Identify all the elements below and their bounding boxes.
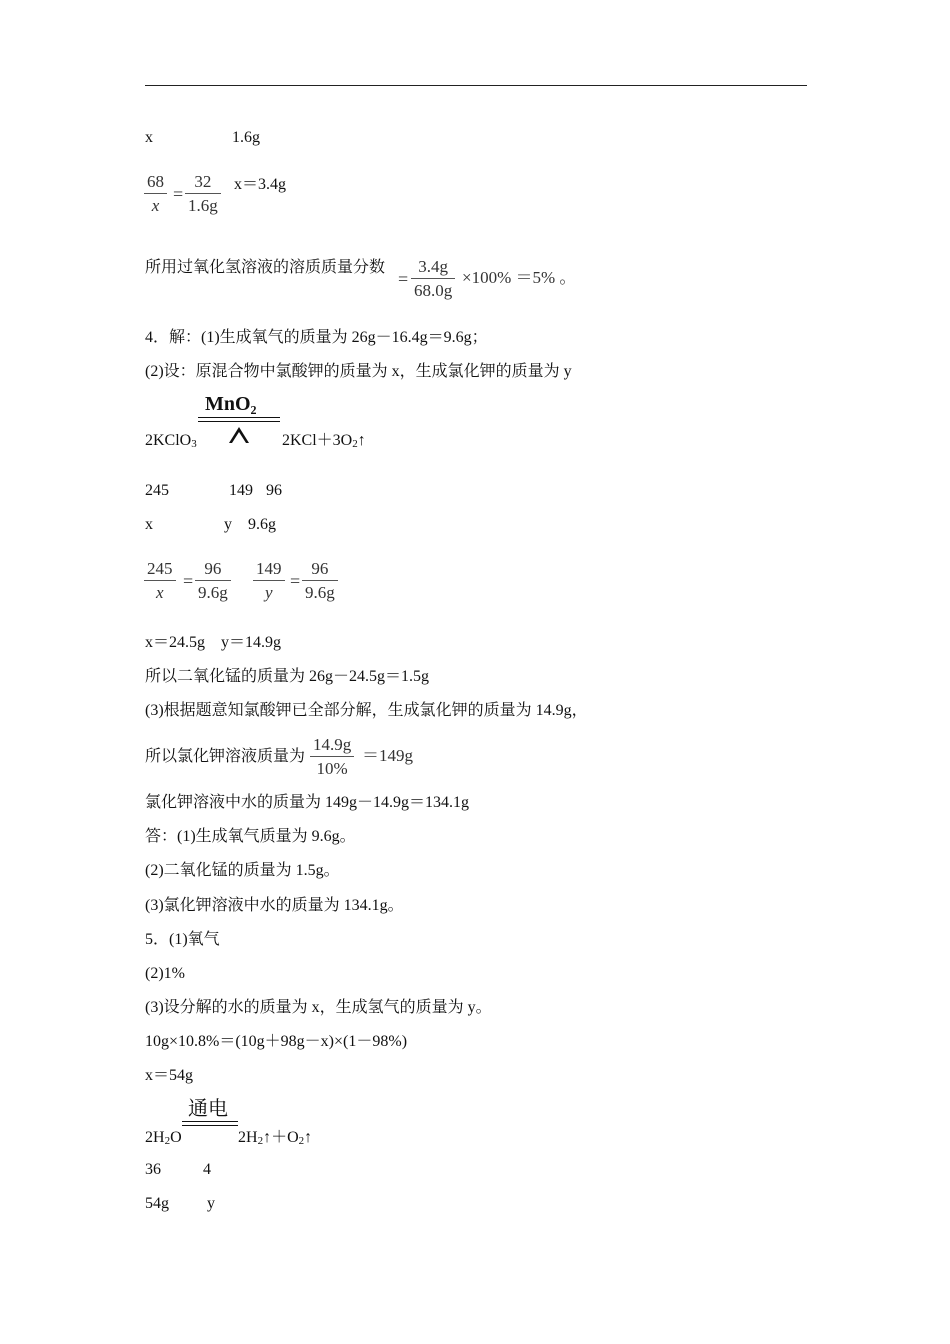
q4-line2: (2)设：原混合物中氯酸钾的质量为 x，生成氯化钾的质量为 y [145, 363, 572, 380]
molar-149: 149 [229, 482, 253, 499]
stoich-value: 1.6g [232, 129, 260, 146]
condition-label: 通电 [188, 1096, 228, 1120]
fraction-68-x: 68 x [144, 171, 167, 218]
fraction-32-1.6g: 32 1.6g [185, 171, 221, 218]
q4-answer2: (2)二氧化锰的质量为 1.5g。 [145, 862, 340, 879]
q5-line4: 10g×10.8%＝(10g＋98g－x)×(1－98%) [145, 1033, 408, 1050]
known-54g: 54g [145, 1195, 169, 1212]
molar-4: 4 [203, 1161, 211, 1178]
stoich-var-x: x [145, 129, 153, 146]
catalyst-label: MnO₂ [205, 393, 257, 415]
unknown-y: y [207, 1195, 215, 1212]
mass-fraction-label: 所用过氧化氢溶液的溶质质量分数 [145, 259, 386, 276]
solution-mass-result: ＝149g [362, 746, 413, 765]
q4-mno2-mass: 所以二氧化锰的质量为 26g－24.5g＝1.5g [145, 668, 430, 685]
reaction-arrow-bottom [198, 421, 280, 422]
q4-results: x＝24.5g y＝14.9g [145, 634, 282, 651]
fraction-14.9g-10pct: 14.9g 10% [310, 734, 354, 781]
fraction-149-y: 149 y [253, 558, 285, 605]
q5-line3: (3)设分解的水的质量为 x，生成氢气的质量为 y。 [145, 999, 492, 1016]
equals-sign: = [398, 269, 409, 289]
unknown-x: x [145, 516, 153, 533]
reaction-arrow-top [198, 417, 280, 418]
unknown-y: y [224, 516, 232, 533]
molar-36: 36 [145, 1161, 161, 1178]
header-rule [145, 85, 807, 86]
mass-fraction-tail: ×100% ＝5% 。 [462, 268, 577, 287]
q5-line1: 5．(1)氧气 [145, 931, 220, 948]
solution-mass-label: 所以氯化钾溶液质量为 [145, 748, 306, 765]
result-x: x＝3.4g [234, 176, 287, 193]
fraction-245-x: 245 x [144, 558, 176, 605]
products-h2-o2: $2H_2↑+O_2↑$ [238, 1129, 313, 1147]
molar-245: 245 [145, 482, 169, 499]
q4-answer3: (3)氯化钾溶液中水的质量为 134.1g。 [145, 897, 404, 914]
q5-line5: x＝54g [145, 1067, 194, 1084]
products-kcl-o2: $2KCl+3O_2↑$ [282, 432, 366, 450]
known-9.6g: 9.6g [248, 516, 276, 533]
equals-sign: = [183, 571, 194, 591]
q5-line2: (2)1% [145, 965, 185, 982]
equals-sign: = [173, 184, 184, 204]
fraction-3.4g-68g: 3.4g 68.0g [411, 256, 455, 303]
q4-line1: 4．解：(1)生成氧气的质量为 26g－16.4g＝9.6g； [145, 329, 488, 346]
molar-96: 96 [266, 482, 282, 499]
reactant-h2o: $2H_2O$ [145, 1129, 182, 1147]
reactant-kclo3: 2KClO$_3$ [145, 432, 197, 450]
reaction-arrow-top [182, 1121, 238, 1122]
reaction-arrow-bottom [182, 1125, 238, 1126]
equals-sign: = [290, 571, 301, 591]
q4-answer1: 答：(1)生成氧气质量为 9.6g。 [145, 828, 356, 845]
fraction-96-9.6g-b: 96 9.6g [302, 558, 338, 605]
q4-part3: (3)根据题意知氯酸钾已全部分解，生成氯化钾的质量为 14.9g， [145, 702, 588, 719]
q4-water-mass: 氯化钾溶液中水的质量为 149g－14.9g＝134.1g [145, 794, 470, 811]
fraction-96-9.6g: 96 9.6g [195, 558, 231, 605]
